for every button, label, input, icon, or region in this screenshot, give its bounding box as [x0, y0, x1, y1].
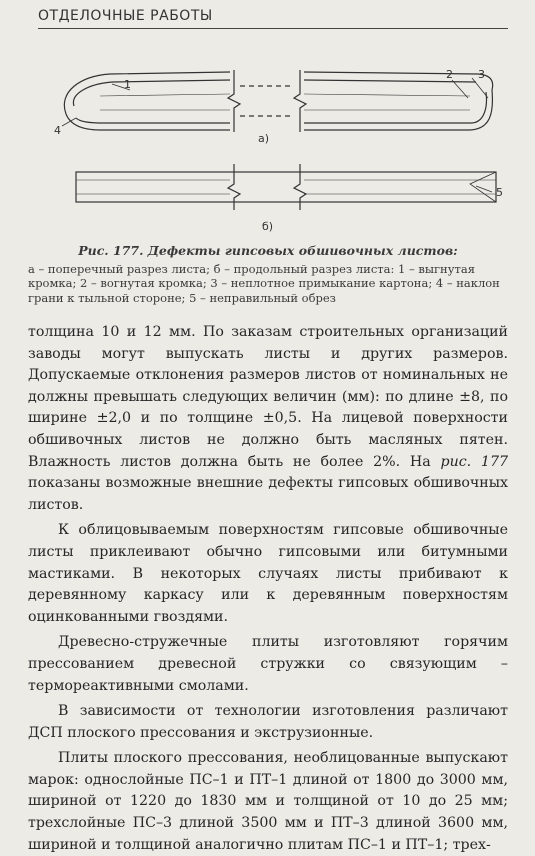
- figure-reference: рис. 177: [440, 453, 509, 470]
- leader-3: [472, 78, 488, 98]
- fig-b-break-right: [294, 164, 306, 210]
- fig-a-inner-top: [73, 80, 476, 106]
- fig-b-inner: [76, 180, 496, 194]
- figure-177: [0, 34, 535, 244]
- paragraph-5: Плиты плоского прессования, необлицованные выпускают марок: однослойные ПС–1 и ПТ–1 длиной от 1800 до 3000 мм, шириной от 1220 до 1830 мм и толщиной от 10 до 25 мм; трехслойные ПС–3 длиной 3500 мм и ПТ–3 длиной 3600 мм, шириной и толщиной аналогично плитам ПС–1 и ПТ–1; трех-: [28, 750, 508, 853]
- fig-a-inner-bottom: [76, 92, 486, 123]
- paragraph-2: К облицовываемым поверхностям гипсовые обшивочные листы приклеивают обычно гипсовыми или битумными мастиками. В некоторых случаях листы прибивают к деревянному каркасу или к деревянным поверхностям оцинкованными гвоздями.: [28, 522, 508, 625]
- fig-b-break-left: [228, 164, 240, 210]
- label-4: 4: [54, 124, 61, 137]
- leader-2: [452, 80, 468, 98]
- fig-a-break-dashes: [240, 86, 294, 116]
- fig-b-bad-cut: [470, 172, 496, 202]
- fig-b-outline: [76, 172, 496, 202]
- paragraph-1: [28, 322, 508, 516]
- caption-title: Рис. 177. Дефекты гипсовых обшивочных листов:: [78, 243, 458, 258]
- paragraph-3: Древесно-стружечные плиты изготовляют горячим прессованием древесной стружки со связующим – термореактивными смолами.: [28, 634, 508, 694]
- body-text: [28, 322, 508, 856]
- figure-caption: [28, 244, 508, 305]
- label-3: 3: [478, 68, 485, 81]
- label-b: б): [262, 220, 274, 233]
- paragraph-1-text-b: показаны возможные внешние дефекты гипсовых обшивочных листов.: [28, 475, 508, 513]
- figure-177-drawing: [0, 34, 535, 244]
- caption-text: а – поперечный разрез листа; б – продольный разрез листа: 1 – выгнутая кромка; 2 – вогнутая кромка; 3 – неплотное примыкание картона; 4 – наклон грани к тыльной стороне; 5 – неправильный обрез: [28, 261, 500, 305]
- paragraph-4: В зависимости от технологии изготовления различают ДСП плоского прессования и экструзионные.: [28, 703, 508, 741]
- running-header: ОТДЕЛОЧНЫЕ РАБОТЫ: [38, 8, 508, 29]
- fig-a-core-lines: [100, 94, 470, 110]
- label-5: 5: [496, 186, 503, 199]
- label-2: 2: [446, 68, 453, 81]
- label-a: а): [258, 132, 270, 145]
- paragraph-1-text-a: толщина 10 и 12 мм. По заказам строительных организаций заводы могут выпускать листы и других размеров. Допускаемые отклонения размеров листов от номинальных не должны превышать следующих величин (мм): по длине ±8, по ширине ±2,0 и по толщине ±0,5. На лицевой поверхности обшивочных листов не должно быть масляных пятен. Влажность листов должна быть не более 2%. На: [28, 324, 508, 470]
- label-1: 1: [124, 78, 131, 91]
- leader-5: [476, 186, 492, 192]
